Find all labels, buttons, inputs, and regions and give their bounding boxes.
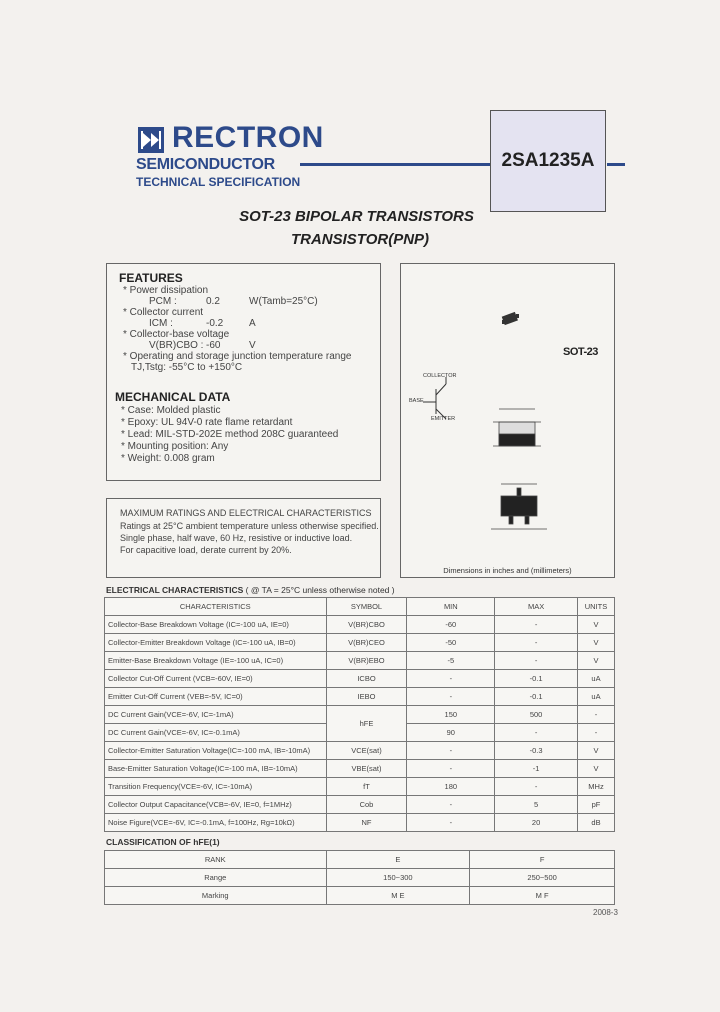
table-cell: VCE(sat) — [326, 742, 407, 760]
classification-table — [104, 850, 615, 905]
feature-symbol: ICM : — [149, 318, 173, 329]
top-view-outline — [493, 409, 541, 446]
table-cell: RANK — [105, 851, 327, 869]
table-cell: -60 — [407, 616, 495, 634]
table-cell: -0.1 — [495, 670, 578, 688]
table-cell: NF — [326, 814, 407, 832]
table-row — [105, 814, 615, 832]
table-row — [105, 778, 615, 796]
table-cell: pF — [578, 796, 615, 814]
feature-label: * Collector current — [123, 307, 204, 318]
table-cell: fT — [326, 778, 407, 796]
table-cell: M F — [470, 887, 615, 905]
ratings-heading: MAXIMUM RATINGS AND ELECTRICAL CHARACTERISTICS — [120, 508, 372, 518]
title-line-1: SOT-23 BIPOLAR TRANSISTORS — [239, 208, 474, 225]
title-line-2: TRANSISTOR(PNP) — [290, 231, 430, 248]
mechanical-item: * Epoxy: UL 94V-0 rate flame retardant — [121, 417, 293, 428]
feature-symbol: PCM : — [149, 296, 177, 307]
table-cell: - — [407, 760, 495, 778]
table-cell: - — [495, 724, 578, 742]
table-cell: V(BR)CEO — [326, 634, 407, 652]
ratings-line: Single phase, half wave, 60 Hz, resistive or inductive load. — [120, 533, 353, 543]
table-row — [105, 869, 615, 887]
table-cell: Noise Figure(VCE=-6V, IC=-0.1mA, f=100Hz, Rg=10kΩ) — [105, 814, 327, 832]
pin-label-base: BASE — [409, 398, 424, 404]
pin-label-collector: COLLECTOR — [423, 373, 457, 379]
table-cell: - — [407, 814, 495, 832]
mechanical-item: * Weight: 0.008 gram — [121, 453, 215, 464]
part-number: 2SA1235A — [501, 150, 595, 171]
table-cell: E — [326, 851, 470, 869]
table-cell: hFE — [326, 706, 407, 742]
table-cell: Marking — [105, 887, 327, 905]
feature-value: -0.2 — [206, 318, 224, 329]
sot23-component-icon — [502, 312, 519, 325]
table-cell: V — [578, 742, 615, 760]
table-cell: -5 — [407, 652, 495, 670]
table-cell: Transition Frequency(VCE=-6V, IC=-10mA) — [105, 778, 327, 796]
elec-note: ( @ TA = 25°C unless otherwise noted ) — [245, 585, 395, 595]
table-cell: Emitter-Base Breakdown Voltage (IE=-100 uA, IC=0) — [105, 652, 327, 670]
table-cell: Collector-Emitter Saturation Voltage(IC=-100 mA, IB=-10mA) — [105, 742, 327, 760]
table-cell: - — [578, 706, 615, 724]
col-header: MAX — [495, 598, 578, 616]
table-cell: -0.3 — [495, 742, 578, 760]
elec-heading: ELECTRICAL CHARACTERISTICS ( @ TA = 25°C unless otherwise noted ) — [106, 585, 395, 595]
table-row — [105, 851, 615, 869]
table-cell: 20 — [495, 814, 578, 832]
table-cell: M E — [326, 887, 470, 905]
ratings-line: For capacitive load, derate current by 20%. — [120, 545, 292, 555]
table-cell: - — [495, 634, 578, 652]
table-row — [105, 760, 615, 778]
table-cell: 180 — [407, 778, 495, 796]
table-cell: Collector Output Capacitance(VCB=-6V, IE=0, f=1MHz) — [105, 796, 327, 814]
header-rule-right — [607, 163, 625, 166]
brand-name: RECTRON — [172, 121, 324, 154]
ratings-line: Ratings at 25°C ambient temperature unless otherwise specified. — [120, 521, 379, 531]
table-row — [105, 706, 615, 724]
feature-label: * Operating and storage junction temperature range — [123, 351, 352, 362]
table-row — [105, 670, 615, 688]
table-row — [105, 616, 615, 634]
package-drawing-box — [400, 263, 615, 578]
table-row — [105, 652, 615, 670]
table-cell: 150~300 — [326, 869, 470, 887]
table-cell: MHz — [578, 778, 615, 796]
table-cell: - — [407, 796, 495, 814]
feature-value: -60 — [206, 340, 221, 351]
mechanical-heading: MECHANICAL DATA — [115, 390, 231, 404]
ratings-box — [106, 498, 381, 578]
table-header-row — [105, 598, 615, 616]
table-cell: Collector Cut-Off Current (VCB=-60V, IE=0) — [105, 670, 327, 688]
mechanical-item: * Case: Molded plastic — [121, 405, 221, 416]
side-view-outline — [491, 484, 547, 529]
table-cell: V — [578, 652, 615, 670]
feature-unit: V — [249, 340, 256, 351]
electrical-table — [104, 597, 615, 832]
table-cell: 500 — [495, 706, 578, 724]
table-cell: Range — [105, 869, 327, 887]
feature-unit: A — [249, 318, 256, 329]
feature-value: 0.2 — [206, 296, 220, 307]
col-header: CHARACTERISTICS — [105, 598, 327, 616]
features-heading: FEATURES — [119, 271, 183, 285]
table-cell: -50 — [407, 634, 495, 652]
table-cell: ICBO — [326, 670, 407, 688]
classification-heading: CLASSIFICATION OF hFE(1) — [106, 837, 220, 847]
table-cell: Cob — [326, 796, 407, 814]
feature-unit: W(Tamb=25°C) — [249, 296, 318, 307]
table-cell: - — [495, 778, 578, 796]
mechanical-item: * Mounting position: Any — [121, 441, 229, 452]
table-cell: 5 — [495, 796, 578, 814]
table-cell: -0.1 — [495, 688, 578, 706]
table-cell: - — [495, 616, 578, 634]
table-row — [105, 742, 615, 760]
table-cell: IEBO — [326, 688, 407, 706]
table-row — [105, 887, 615, 905]
table-cell: Collector-Emitter Breakdown Voltage (IC=-100 uA, IB=0) — [105, 634, 327, 652]
table-cell: - — [578, 724, 615, 742]
table-cell: Base-Emitter Saturation Voltage(IC=-100 mA, IB=-10mA) — [105, 760, 327, 778]
table-cell: -1 — [495, 760, 578, 778]
table-cell: DC Current Gain(VCE=-6V, IC=-1mA) — [105, 706, 327, 724]
pnp-symbol — [423, 377, 446, 419]
table-cell: V(BR)EBO — [326, 652, 407, 670]
col-header: UNITS — [578, 598, 615, 616]
table-cell: uA — [578, 670, 615, 688]
table-cell: V(BR)CBO — [326, 616, 407, 634]
table-cell: DC Current Gain(VCE=-6V, IC=-0.1mA) — [105, 724, 327, 742]
table-row — [105, 796, 615, 814]
table-cell: dB — [578, 814, 615, 832]
table-cell: V — [578, 760, 615, 778]
col-header: MIN — [407, 598, 495, 616]
feature-label: * Power dissipation — [123, 285, 209, 296]
feature-symbol: V(BR)CBO : — [149, 340, 204, 351]
table-cell: 90 — [407, 724, 495, 742]
table-cell: - — [495, 652, 578, 670]
features-box — [106, 263, 381, 481]
table-cell: VBE(sat) — [326, 760, 407, 778]
table-cell: - — [407, 670, 495, 688]
table-row — [105, 634, 615, 652]
division-name: SEMICONDUCTOR — [136, 156, 275, 173]
table-cell: F — [470, 851, 615, 869]
table-cell: V — [578, 616, 615, 634]
feature-label: * Collector-base voltage — [123, 329, 230, 340]
table-cell: Collector-Base Breakdown Voltage (IC=-100 uA, IE=0) — [105, 616, 327, 634]
header-rule — [300, 163, 490, 166]
feature-value: TJ,Tstg: -55°C to +150°C — [131, 362, 243, 373]
table-row — [105, 688, 615, 706]
dimension-note: Dimensions in inches and (millimeters) — [443, 566, 572, 575]
table-cell: V — [578, 634, 615, 652]
revision-code: 2008-3 — [593, 908, 618, 917]
mechanical-item: * Lead: MIL-STD-202E method 208C guaranteed — [121, 429, 339, 440]
table-cell: Emitter Cut-Off Current (VEB=-5V, IC=0) — [105, 688, 327, 706]
table-cell: 150 — [407, 706, 495, 724]
table-cell: - — [407, 688, 495, 706]
pin-label-emitter: EMITTER — [431, 416, 456, 422]
col-header: SYMBOL — [326, 598, 407, 616]
table-cell: uA — [578, 688, 615, 706]
table-cell: 250~500 — [470, 869, 615, 887]
rectron-logo — [138, 127, 164, 153]
package-name: SOT-23 — [563, 346, 598, 358]
header-subtitle: TECHNICAL SPECIFICATION — [136, 175, 301, 189]
table-cell: - — [407, 742, 495, 760]
part-number-box — [490, 110, 606, 212]
